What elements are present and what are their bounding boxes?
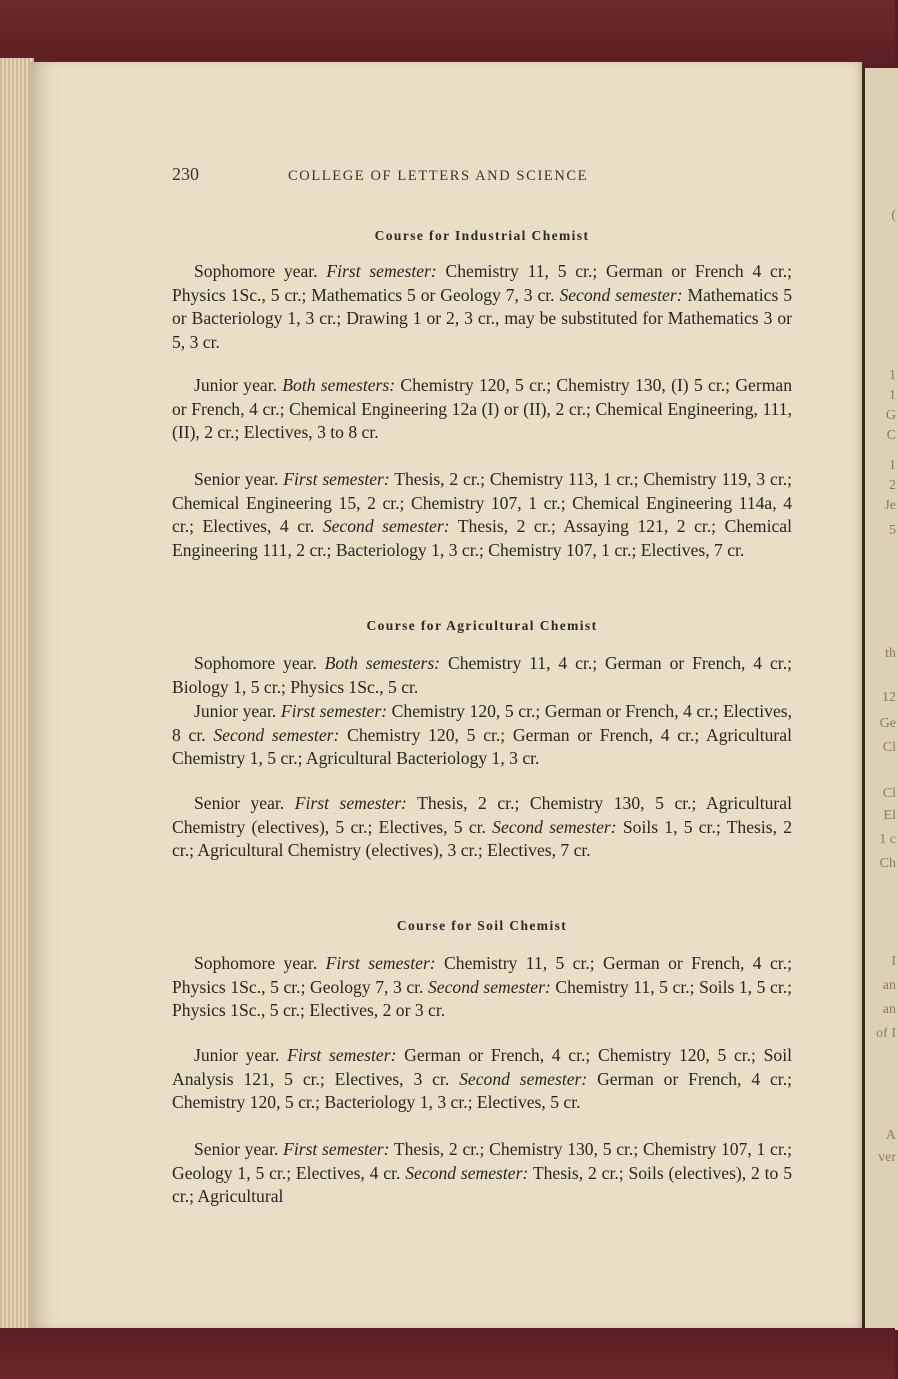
facing-fragment: 1 [889, 388, 896, 403]
paragraph-agricultural-senior: Senior year. First semester: Thesis, 2 cr.; Chemistry 130, 5 cr.; Agricultural Chemistry (electives), 5 cr.; Electives, 5 cr. Second semester: Soils 1, 5 cr.; Thesis, 2 cr.; Agricultural Chemistry (electives), 3 cr.; Electives, 7 cr. [172, 793, 793, 861]
facing-fragment: 1 c [879, 832, 896, 847]
running-head-title: COLLEGE OF LETTERS AND SCIENCE [288, 168, 589, 184]
facing-fragment: Je [884, 498, 896, 513]
facing-fragment: 1 [889, 458, 896, 473]
facing-fragment: an [882, 978, 896, 993]
paragraph-industrial-sophomore: Sophomore year. First semester: Chemistry 11, 5 cr.; German or French 4 cr.; Physics 1Sc., 5 cr.; Mathematics 5 or Geology 7, 3 cr. Second semester: Mathematics 5 or Bacteriology 1, 3 cr.; Drawing 1 or 2, 3 cr., may be substituted for Mathematics 3 or 5, 3 cr. [172, 261, 793, 352]
facing-fragment: 5 [889, 523, 896, 538]
paragraph-soil-sophomore: Sophomore year. First semester: Chemistry 11, 5 cr.; German or French, 4 cr.; Physics 1Sc., 5 cr.; Geology 7, 3 cr. Second semester: Chemistry 11, 5 cr.; Soils 1, 5 cr.; Physics 1Sc., 5 cr.; Electives, 2 or 3 cr. [172, 953, 793, 1021]
facing-fragment: th [885, 646, 896, 661]
facing-fragment: El [883, 808, 896, 823]
page-number: 230 [172, 164, 199, 184]
section-title-industrial-chemist: Course for Industrial Chemist [374, 228, 590, 243]
facing-fragment: G [885, 408, 896, 423]
facing-fragment: A [885, 1128, 896, 1143]
facing-fragment: 2 [889, 478, 896, 493]
facing-fragment: Ge [879, 716, 896, 731]
book-binding-bottom [0, 1328, 895, 1379]
paragraph-industrial-junior: Junior year. Both semesters: Chemistry 120, 5 cr.; Chemistry 130, (I) 5 cr.; German or French, 4 cr.; Chemical Engineering 12a (I) or (II), 2 cr.; Chemical Engineering, 111, (II), 2 cr.; Electives, 3 to 8 cr. [172, 375, 792, 443]
paragraph-agricultural-sophomore: Sophomore year. Both semesters: Chemistry 11, 4 cr.; German or French, 4 cr.; Biology 1, 5 cr.; Physics 1Sc., 5 cr. [172, 653, 792, 697]
section-title-soil-chemist: Course for Soil Chemist [396, 918, 568, 933]
facing-fragment: I [891, 954, 896, 969]
facing-fragment: 1 [889, 368, 896, 383]
facing-fragment: Cl [882, 740, 896, 755]
facing-fragment: C [886, 428, 896, 443]
facing-fragment: Cl [882, 786, 896, 801]
facing-page-edge [862, 68, 898, 1330]
facing-fragment: ver [878, 1150, 896, 1165]
book-binding-top [0, 0, 895, 70]
paragraph-soil-junior: Junior year. First semester: German or French, 4 cr.; Chemistry 120, 5 cr.; Soil Analysis 121, 5 cr.; Electives, 3 cr. Second semester: German or French, 4 cr.; Chemistry 120, 5 cr.; Bacteriology 1, 3 cr.; Electives, 5 cr. [172, 1045, 793, 1113]
page-edges [0, 58, 34, 1336]
section-title-agricultural-chemist: Course for Agricultural Chemist [366, 618, 598, 633]
facing-fragment: ( [891, 208, 896, 223]
paragraph-soil-senior: Senior year. First semester: Thesis, 2 cr.; Chemistry 130, 5 cr.; Chemistry 107, 1 cr.; Geology 1, 5 cr.; Electives, 4 cr. Second semester: Thesis, 2 cr.; Soils (electives), 2 to 5 cr.; Agricultural [172, 1139, 792, 1207]
facing-fragment: an [882, 1002, 896, 1017]
facing-fragment: 12 [882, 690, 896, 705]
facing-fragment: of I [876, 1026, 896, 1041]
paragraph-agricultural-junior: Junior year. First semester: Chemistry 120, 5 cr.; German or French, 4 cr.; Electives, 8 cr. Second semester: Chemistry 120, 5 cr.; German or French, 4 cr.; Agricultural Chemistry 1, 5 cr.; Agricultural Bacteriology 1, 3 cr. [172, 701, 792, 769]
facing-fragment: Ch [879, 856, 896, 871]
paragraph-industrial-senior: Senior year. First semester: Thesis, 2 cr.; Chemistry 113, 1 cr.; Chemistry 119, 3 cr.; Chemical Engineering 15, 2 cr.; Chemistry 107, 1 cr.; Chemical Engineering 114a, 4 cr.; Electives, 4 cr. Second semester: Thesis, 2 cr.; Assaying 121, 2 cr.; Chemical Engineering 111, 2 cr.; Bacteriology 1, 3 cr.; Chemistry 107, 1 cr.; Electives, 7 cr. [172, 469, 792, 560]
